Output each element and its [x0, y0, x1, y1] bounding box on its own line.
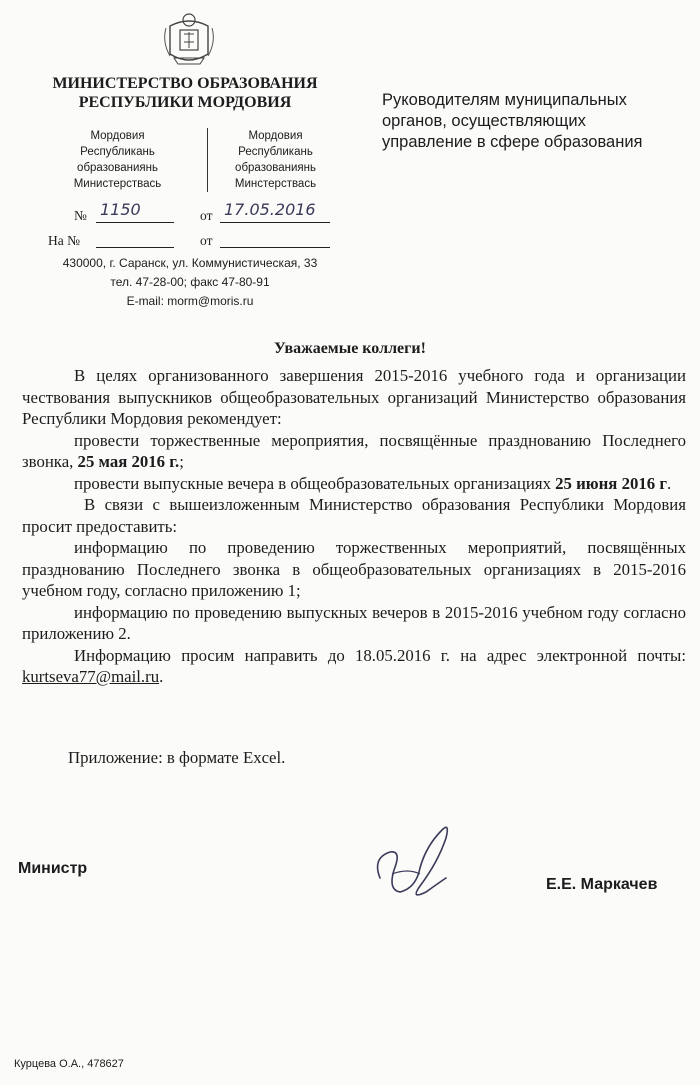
mordovian-name-right: Мордовия Республикань образованиянь Минстерствась [234, 130, 317, 190]
date-line [220, 222, 330, 223]
email-link[interactable]: kurtseva77@mail.ru [22, 667, 160, 686]
recipient-block: Руководителям муниципальных органов, осуществляющих управление в сфере образования [382, 91, 643, 151]
ministry-title: МИНИСТЕРСТВО ОБРАЗОВАНИЯ РЕСПУБЛИКИ МОРДОВИЯ [52, 75, 318, 111]
document-date: 17.05.2016 [224, 200, 316, 219]
reply-date-line [220, 247, 330, 248]
number-line [96, 222, 174, 223]
letter-body [22, 365, 686, 688]
number-label: № [74, 208, 87, 223]
handwritten-signature [350, 808, 470, 908]
mordovian-name-left: Мордовия Республикань образованиянь Министерствась [73, 130, 162, 190]
paragraph-2: провести торжественные мероприятия, посвящённые празднованию Последнего звонка, 25 мая 2016 г.; [22, 430, 686, 471]
paragraph-3: провести выпускные вечера в общеобразовательных организациях 25 июня 2016 г. [74, 473, 672, 493]
header-divider [207, 128, 208, 192]
paragraph-4: В связи с вышеизложенным Министерство образования Республики Мордовия просит предоставить: [22, 495, 686, 536]
greeting: Уважаемые коллеги! [274, 340, 426, 357]
reply-number-line [96, 247, 174, 248]
signatory-title: Министр [18, 860, 88, 877]
paragraph-5: информацию по проведению торжественных мероприятий, посвящённых празднованию Последнего звонка в общеобразовательных организациях в 2015-2016 учебном году, согласно приложению 1; [22, 538, 686, 600]
paragraph-7: Информацию просим направить до 18.05.2016 г. на адрес электронной почты: kurtseva77@mail.ru. [22, 645, 686, 686]
date-label: от [200, 208, 213, 223]
document-number: 1150 [100, 200, 141, 219]
attachment-note: Приложение: в формате Excel. [68, 748, 286, 767]
ministry-address: 430000, г. Саранск, ул. Коммунистическая, 33 тел. 47-28-00; факс 47-80-91 E-mail: morm@moris.ru [62, 256, 318, 308]
coat-of-arms-emblem [160, 8, 218, 68]
reply-date-label: от [200, 233, 213, 248]
signatory-name: Е.Е. Маркачев [546, 876, 658, 893]
paragraph-1: В целях организованного завершения 2015-2016 учебного года и организации чествования выпускников общеобразовательных организаций Министерство образования Республики Мордовия рекомендует: [22, 366, 686, 428]
paragraph-6: информацию по проведению выпускных вечеров в 2015-2016 учебном году согласно приложению 2. [22, 602, 686, 643]
reply-number-label: На № [48, 233, 80, 248]
executor-footer: Курцева О.А., 478627 [14, 1058, 124, 1070]
